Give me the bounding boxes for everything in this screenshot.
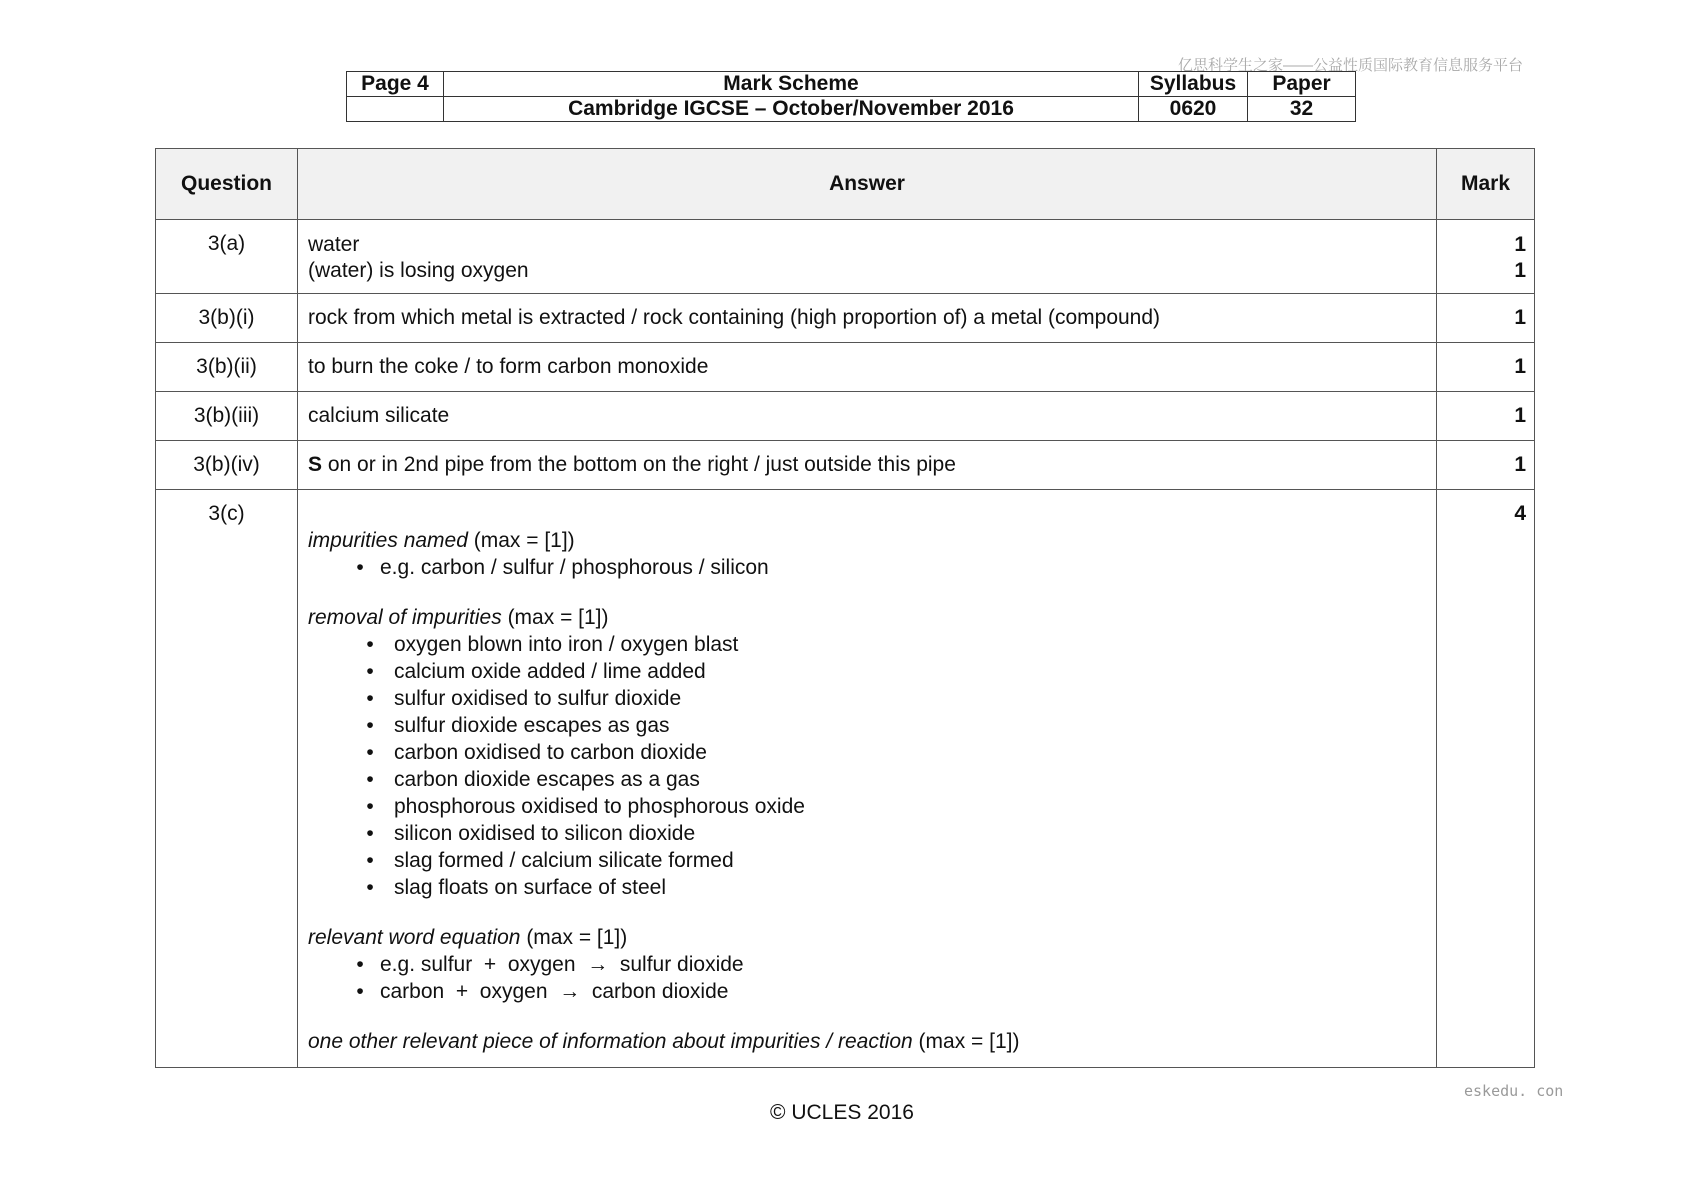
table-row bbox=[156, 220, 1535, 294]
doc-subtitle: Cambridge IGCSE – October/November 2016 bbox=[444, 97, 1139, 122]
table-row bbox=[156, 490, 1535, 1068]
mark-value: 1 bbox=[1514, 259, 1526, 282]
mark-cell: 1 bbox=[1437, 294, 1535, 343]
answer-cell: to burn the coke / to form carbon monoxide bbox=[298, 343, 1437, 392]
list-item: • carbon dioxide escapes as a gas bbox=[366, 768, 700, 791]
page-number: Page 4 bbox=[347, 72, 444, 97]
answer-header: Answer bbox=[298, 149, 1437, 220]
mark-cell: 1 bbox=[1437, 392, 1535, 441]
list-item: • e.g. sulfur + oxygen → sulfur dioxide bbox=[356, 953, 744, 976]
question-cell: 3(a) bbox=[156, 220, 298, 294]
answer-cell bbox=[298, 441, 1437, 490]
question-cell: 3(b)(iv) bbox=[156, 441, 298, 490]
paper-number: 32 bbox=[1248, 97, 1356, 122]
list-item: • sulfur dioxide escapes as gas bbox=[366, 714, 670, 737]
table-row bbox=[156, 441, 1535, 490]
watermark-bottom: eskedu. con bbox=[1464, 1082, 1564, 1100]
question-cell: 3(b)(ii) bbox=[156, 343, 298, 392]
table-header-row bbox=[156, 149, 1535, 220]
section-heading: relevant word equation (max = [1]) bbox=[308, 926, 628, 949]
answer-bold: S bbox=[308, 453, 323, 476]
doc-title: Mark Scheme bbox=[444, 72, 1139, 97]
mark-cell: 4 bbox=[1437, 490, 1535, 1068]
table-row bbox=[156, 392, 1535, 441]
section-heading: removal of impurities (max = [1]) bbox=[308, 606, 609, 629]
table-row bbox=[156, 343, 1535, 392]
answer-line: (water) is losing oxygen bbox=[308, 259, 529, 282]
answer-cell: rock from which metal is extracted / rock containing (high proportion of) a metal (compound) bbox=[298, 294, 1437, 343]
list-item: • e.g. carbon / sulfur / phosphorous / silicon bbox=[356, 556, 769, 579]
mark-cell: 1 bbox=[1437, 343, 1535, 392]
question-cell: 3(b)(iii) bbox=[156, 392, 298, 441]
question-header: Question bbox=[156, 149, 298, 220]
answer-cell bbox=[298, 220, 1437, 294]
mark-value: 1 bbox=[1514, 233, 1526, 256]
table-row bbox=[156, 294, 1535, 343]
section-heading: impurities named (max = [1]) bbox=[308, 529, 575, 552]
list-item: • slag formed / calcium silicate formed bbox=[366, 849, 734, 872]
mark-scheme-table bbox=[155, 148, 1535, 1068]
answer-line: water bbox=[308, 233, 360, 256]
mark-cell bbox=[1437, 220, 1535, 294]
syllabus-code: 0620 bbox=[1139, 97, 1248, 122]
list-item: • oxygen blown into iron / oxygen blast bbox=[366, 633, 739, 656]
watermark-top: 亿思科学生之家——公益性质国际教育信息服务平台 bbox=[1178, 57, 1524, 74]
answer-text: on or in 2nd pipe from the bottom on the right / just outside this pipe bbox=[322, 453, 956, 476]
question-cell: 3(c) bbox=[156, 490, 298, 1068]
section-heading: one other relevant piece of information about impurities / reaction (max = [1]) bbox=[308, 1030, 1020, 1053]
list-item: • carbon oxidised to carbon dioxide bbox=[366, 741, 707, 764]
question-cell: 3(b)(i) bbox=[156, 294, 298, 343]
answer-cell: calcium silicate bbox=[298, 392, 1437, 441]
copyright-footer: © UCLES 2016 bbox=[770, 1101, 914, 1124]
page-header-table bbox=[346, 71, 1356, 122]
syllabus-label: Syllabus bbox=[1139, 72, 1248, 97]
list-item: • phosphorous oxidised to phosphorous oxide bbox=[366, 795, 805, 818]
list-item: • sulfur oxidised to sulfur dioxide bbox=[366, 687, 682, 710]
list-item: • silicon oxidised to silicon dioxide bbox=[366, 822, 696, 845]
empty-cell bbox=[347, 97, 444, 122]
list-item: • carbon + oxygen → carbon dioxide bbox=[356, 980, 729, 1003]
list-item: • slag floats on surface of steel bbox=[366, 876, 666, 899]
mark-cell: 1 bbox=[1437, 441, 1535, 490]
answer-cell bbox=[298, 490, 1437, 1068]
list-item: • calcium oxide added / lime added bbox=[366, 660, 706, 683]
mark-header: Mark bbox=[1437, 149, 1535, 220]
paper-label: Paper bbox=[1248, 72, 1356, 97]
